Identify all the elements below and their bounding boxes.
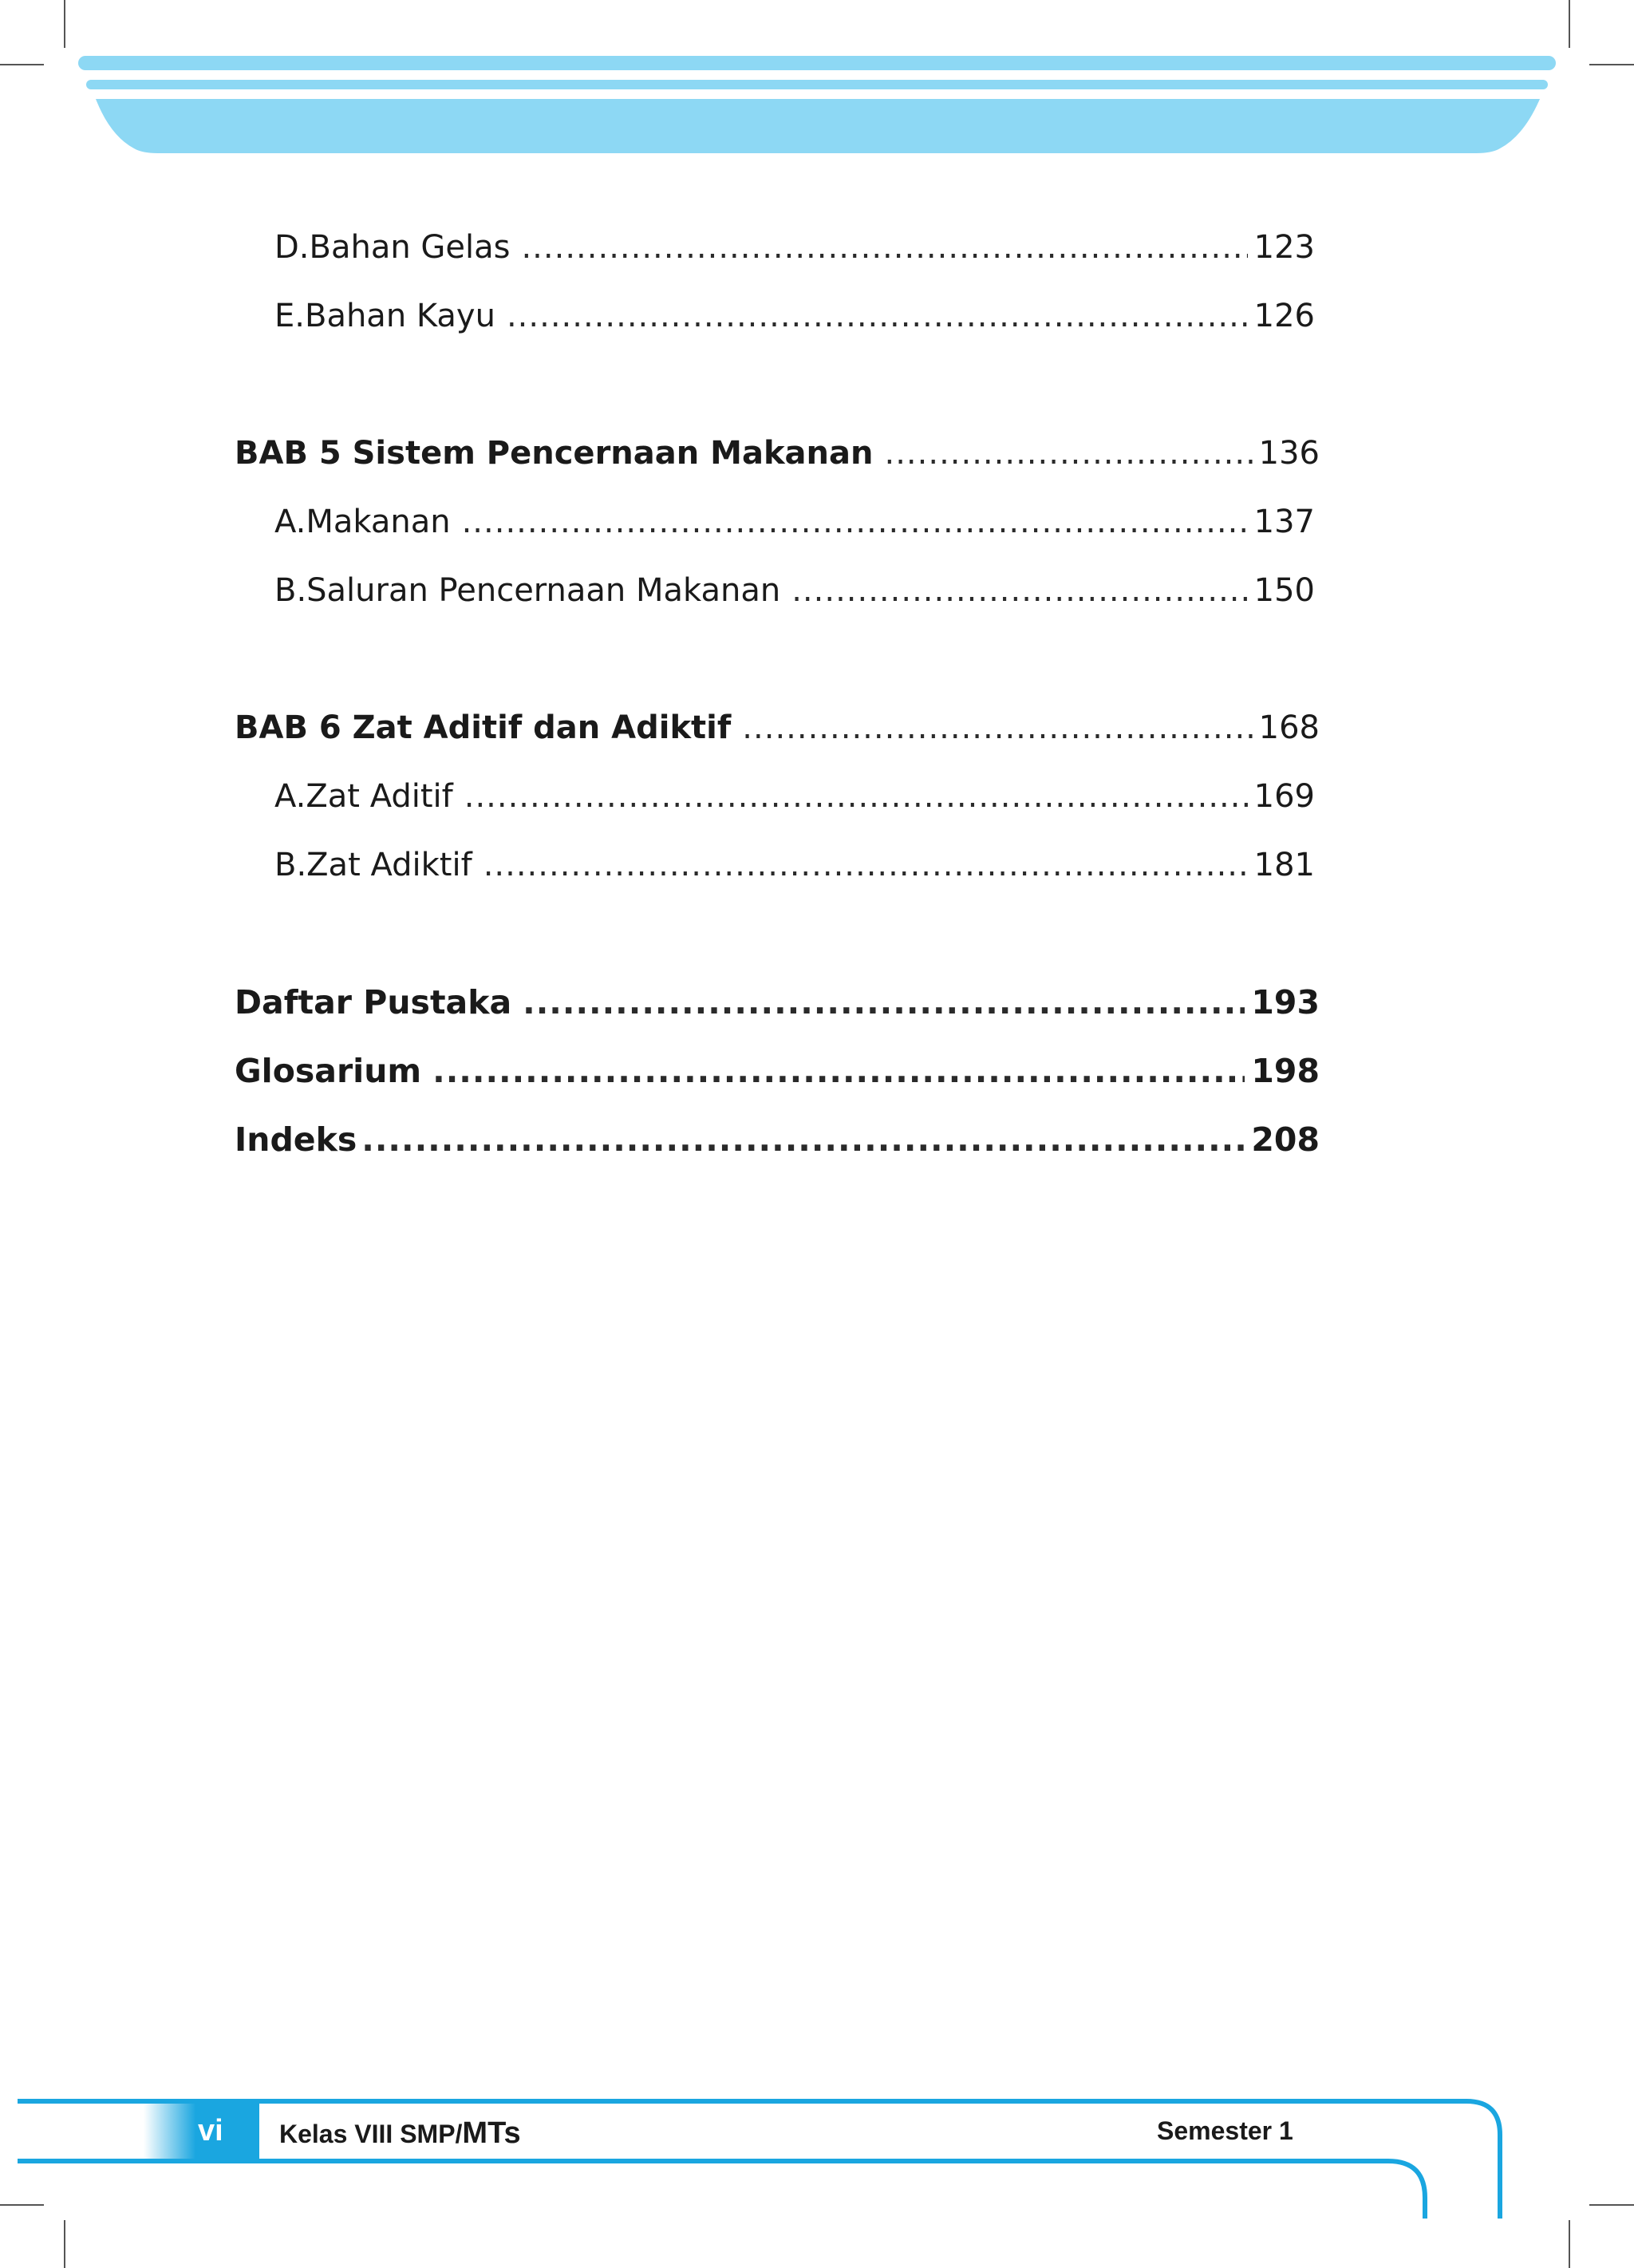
footer-band xyxy=(0,2075,1634,2234)
toc-page-number: 126 xyxy=(1253,298,1315,334)
toc-page-number: 198 xyxy=(1251,1052,1320,1090)
toc-chapter-title: BAB 6 Zat Aditif dan Adiktif xyxy=(235,709,732,746)
toc-entry-letter: A. xyxy=(274,504,306,540)
footer-page-number: vi xyxy=(198,2114,223,2147)
toc-page-number: 169 xyxy=(1253,778,1315,815)
toc-entry-title: Saluran Pencernaan Makanan xyxy=(306,572,781,609)
toc-entry[interactable] xyxy=(274,498,1315,546)
dot-leader xyxy=(523,978,1245,1026)
toc-entry-title: Zat Aditif xyxy=(306,778,453,815)
dot-leader xyxy=(462,498,1248,546)
toc-entry-letter: E. xyxy=(274,298,305,334)
footer-book-title-suffix: MTs xyxy=(462,2116,521,2150)
toc-entry[interactable] xyxy=(274,841,1315,889)
toc-entry[interactable] xyxy=(274,292,1315,340)
toc-page-number: 136 xyxy=(1258,435,1320,472)
toc-entry-title: Zat Adiktif xyxy=(306,847,472,883)
dot-leader xyxy=(507,292,1248,340)
toc-page-number: 123 xyxy=(1253,229,1315,266)
dot-leader xyxy=(791,567,1247,614)
toc-chapter-title: BAB 5 Sistem Pencernaan Makanan xyxy=(235,435,874,472)
toc-back-matter[interactable] xyxy=(235,978,1320,1026)
footer-semester: Semester 1 xyxy=(1157,2116,1293,2145)
dot-leader xyxy=(432,1047,1245,1095)
toc-entry-title: Bahan Kayu xyxy=(305,298,495,334)
dot-leader xyxy=(483,841,1248,889)
toc-chapter[interactable] xyxy=(235,429,1320,477)
toc-entry-title: Bahan Gelas xyxy=(309,229,511,266)
dot-leader xyxy=(885,429,1253,477)
toc-entry-title: Makanan xyxy=(306,504,451,540)
header-band xyxy=(0,0,1634,160)
toc-entry[interactable] xyxy=(274,772,1315,820)
toc-entry-letter: B. xyxy=(274,572,307,609)
dot-leader xyxy=(464,772,1248,820)
toc-page-number: 150 xyxy=(1253,572,1315,609)
toc-back-matter-title: Glosarium xyxy=(235,1052,422,1090)
toc-page-number: 193 xyxy=(1251,983,1320,1021)
dot-leader xyxy=(361,1116,1245,1164)
toc-page-number: 137 xyxy=(1253,504,1315,540)
toc-page-number: 208 xyxy=(1251,1120,1320,1159)
toc-entry-letter: A. xyxy=(274,778,306,815)
footer-book-title-prefix: Kelas VIII SMP/ xyxy=(279,2120,463,2148)
toc-chapter[interactable] xyxy=(235,704,1320,752)
toc-page-number: 168 xyxy=(1258,709,1320,746)
toc-entry-letter: B. xyxy=(274,847,307,883)
toc-entry[interactable] xyxy=(274,223,1315,271)
toc-back-matter[interactable] xyxy=(235,1116,1320,1164)
toc-entry-letter: D. xyxy=(274,229,310,266)
footer-book-title xyxy=(279,2116,521,2151)
toc-page-number: 181 xyxy=(1253,847,1315,883)
toc-back-matter-title: Daftar Pustaka xyxy=(235,983,512,1021)
toc-entry[interactable] xyxy=(274,567,1315,614)
toc-back-matter-title: Indeks xyxy=(235,1120,357,1159)
dot-leader xyxy=(742,704,1252,752)
toc-back-matter[interactable] xyxy=(235,1047,1320,1095)
dot-leader xyxy=(521,223,1247,271)
